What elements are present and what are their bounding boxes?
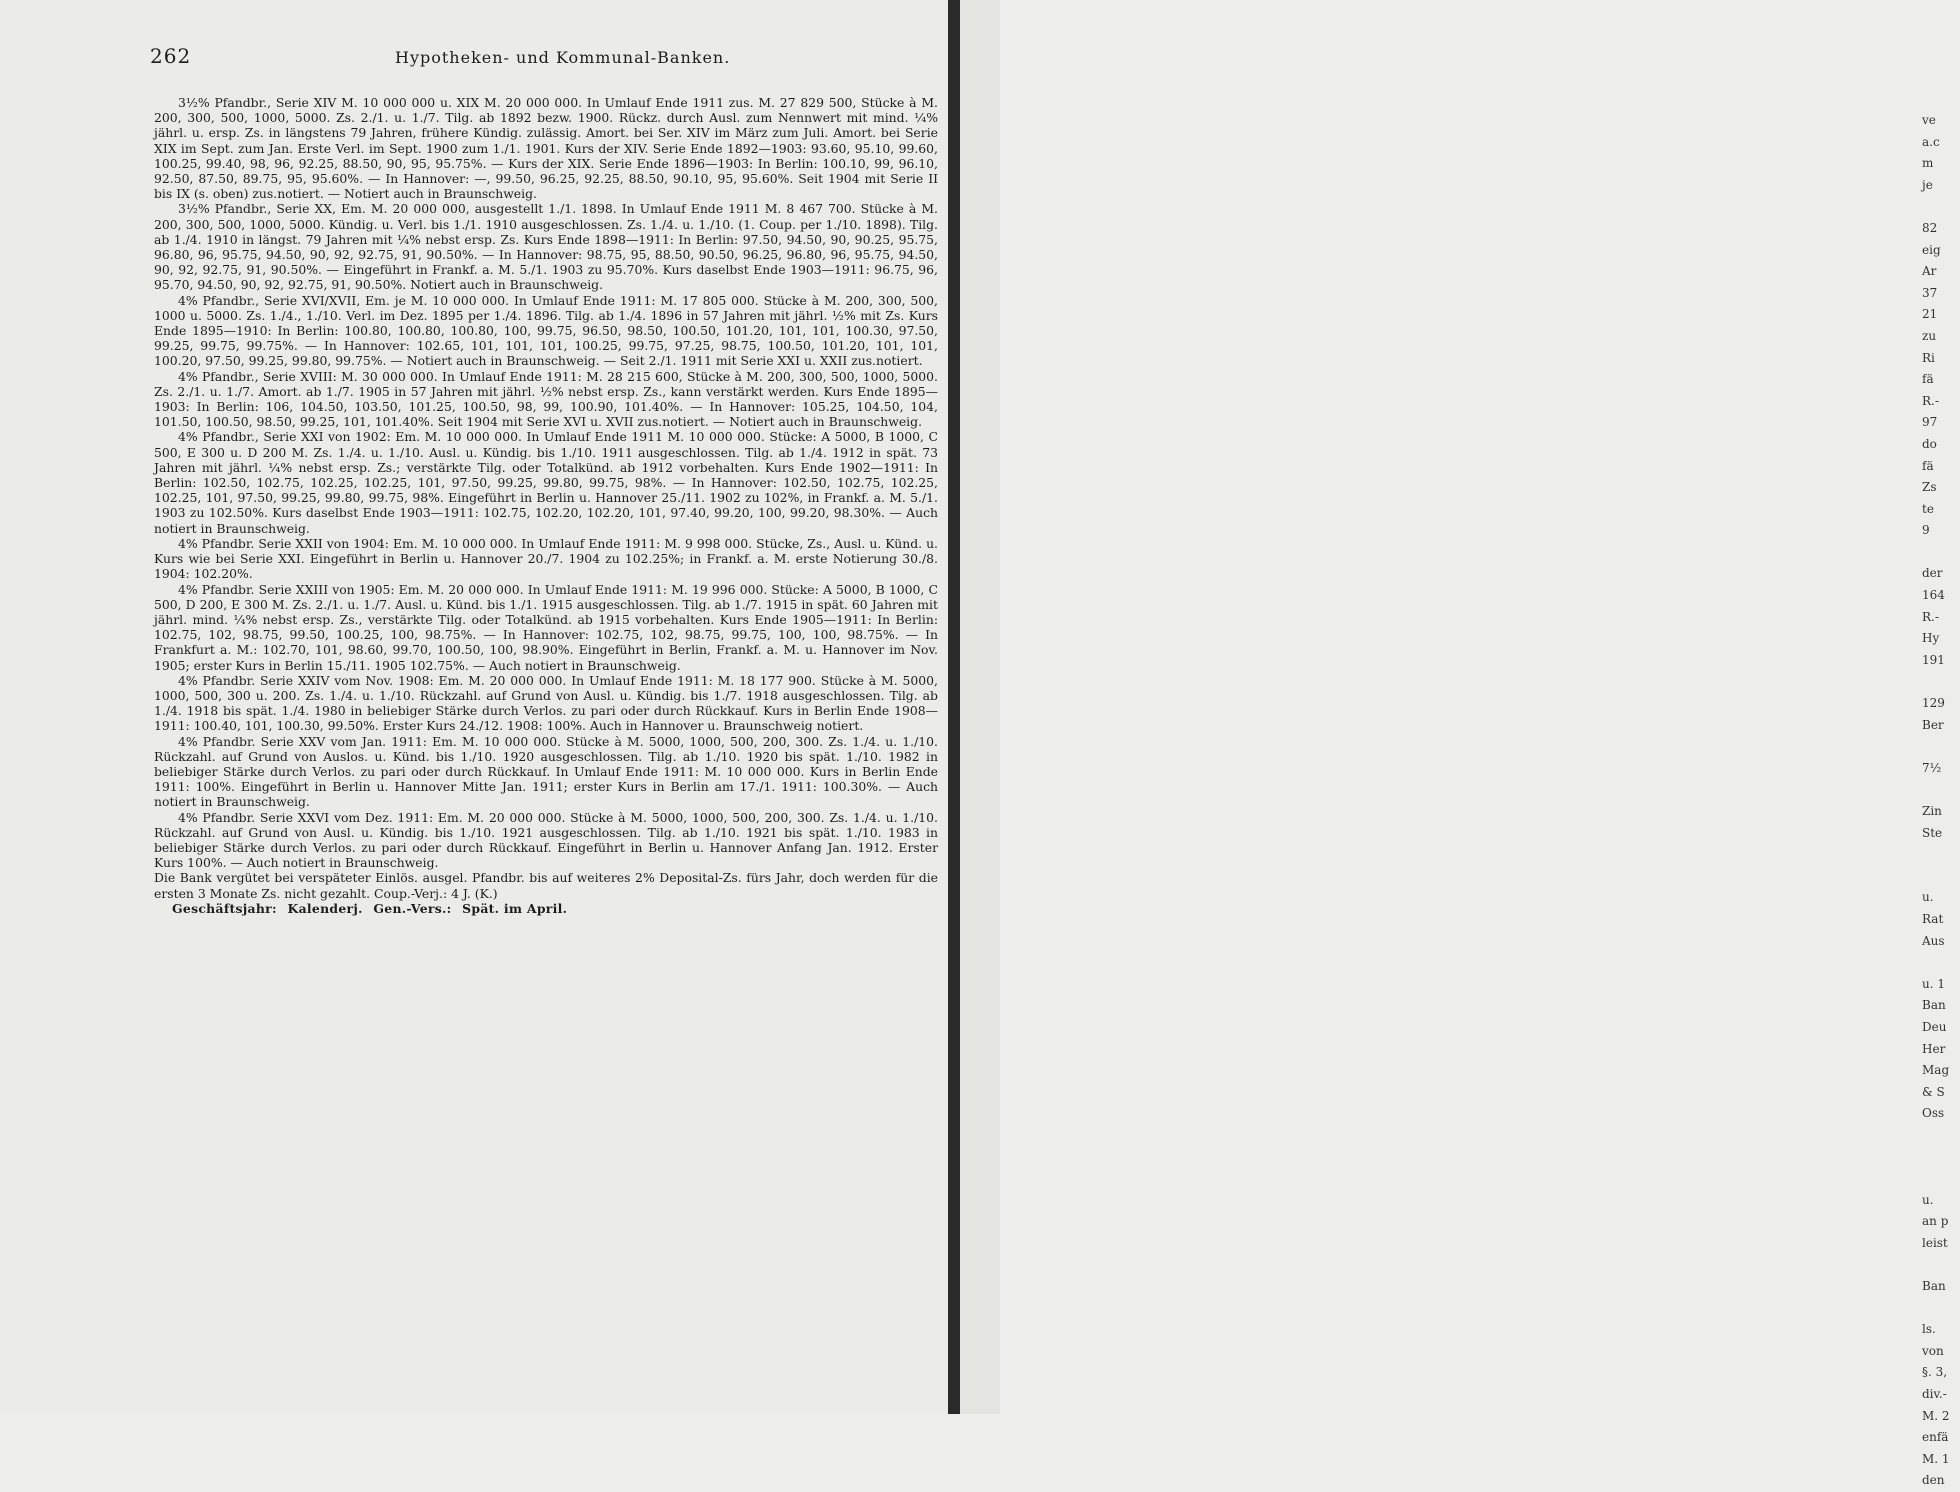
facing-page-fragment (1922, 542, 1960, 564)
facing-page-fragment: 191 (1922, 652, 1945, 667)
facing-page-fragment: 97 (1922, 415, 1938, 430)
facing-page-fragment: Ban (1922, 1279, 1946, 1294)
paragraph: 4% Pfandbr. Serie XXVI vom Dez. 1911: Em. M. 20 000 000. Stücke à M. 5000, 1000, 500, 200, 300. Zs. 1./4. u. 1./10. Rückzahl. auf Grund von Ausl. u. Kündig. bis 1./10. 1921 ausgeschlossen. Tilg. ab 1./10. 1921 bis spät. 1./10. 1983 in beliebiger Stärke durch Verlos. zu pari oder durch Rückkauf. Eingeführt in Berlin u. Hannover Anfang Jan. 1912. Erster Kurs 100%. — Auch notiert in Braunschweig. (154, 809, 938, 871)
facing-page-fragment: Deu (1922, 1019, 1947, 1034)
facing-page-fragment (1922, 1254, 1960, 1276)
facing-page-fragment: den (1922, 1473, 1945, 1488)
facing-page-fragment: m (1922, 156, 1934, 171)
facing-page-fragment: do (1922, 436, 1937, 451)
facing-page-fragment (1922, 671, 1960, 693)
paragraph: 4% Pfandbr. Serie XXIII von 1905: Em. M. 20 000 000. In Umlauf Ende 1911: M. 19 996 000. Stücke: A 5000, B 1000, C 500, D 200, E 300 M. Zs. 2./1. u. 1./7. Ausl. u. Künd. bis 1./1. 1915 ausgeschlossen. Tilg. ab 1./7. 1915 in spät. 60 Jahren mit jährl. mind. ¼% nebst ersp. Zs., verstärkte Tilg. oder Totalkünd. ab 1915 vorbehalten. Kurs Ende 1905—1911: In Berlin: 102.75, 102, 98.75, 99.50, 100.25, 100, 98.75%. — In Hannover: 102.75, 102, 98.75, 99.75, 100, 100, 98.75%. — In Frankfurt a. M.: 102.70, 101, 98.60, 99.70, 100.50, 100, 98.90%. Eingeführt in Berlin, Frankf. a. M. u. Hannover im Nov. 1905; erster Kurs in Berlin 15./11. 1905 102.75%. — Auch notiert in Braunschweig. (154, 581, 938, 673)
paragraph: 4% Pfandbr. Serie XXIV vom Nov. 1908: Em. M. 20 000 000. In Umlauf Ende 1911: M. 18 177 900. Stücke à M. 5000, 1000, 500, 300 u. 200. Zs. 1./4. u. 1./10. Rückzahl. auf Grund von Ausl. u. Kündig. bis 1./7. 1918 ausgeschlossen. Tilg. ab 1./4. 1918 bis spät. 1./4. 1980 in beliebiger Stärke durch Verlos. zu pari oder durch Rückkauf. Kurs in Berlin Ende 1908—1911: 100.40, 101, 100.30, 99.50%. Erster Kurs 24./12. 1908: 100%. Auch in Hannover u. Braunschweig notiert. (154, 672, 938, 734)
paragraph: 4% Pfandbr. Serie XXII von 1904: Em. M. 10 000 000. In Umlauf Ende 1911: M. 9 998 000. Stücke, Zs., Ausl. u. Künd. u. Kurs wie bei Serie XXI. Eingeführt in Berlin u. Hannover 20./7. 1904 zu 102.25%; in Frankf. a. M. erste Notierung 30./8. 1904: 102.20%. (154, 535, 938, 582)
facing-page-fragment: Ber (1922, 717, 1944, 732)
facing-page-fragment (1922, 844, 1960, 866)
facing-page-fragment (1922, 196, 1960, 218)
facing-page-fragment: der (1922, 566, 1943, 581)
facing-page-fragment: ve (1922, 113, 1936, 127)
facing-page-fragment: Ste (1922, 825, 1943, 840)
facing-page-fragment: ls. (1922, 1322, 1936, 1337)
facing-page-fragment: Zin (1922, 804, 1942, 818)
facing-page-fragment: fä (1922, 458, 1934, 473)
facing-page-fragment: M. 2 (1922, 1408, 1950, 1423)
facing-page-fragment: Rat (1922, 911, 1944, 926)
facing-page-fragment: te (1922, 501, 1934, 516)
facing-page-fragment: fä (1922, 372, 1934, 387)
facing-page-fragment (1922, 736, 1960, 758)
facing-page-fragment: u. (1922, 890, 1934, 905)
general-meeting-label: Gen.-Vers.: (373, 900, 452, 916)
facing-page-fragment: §. 3, (1922, 1365, 1948, 1380)
facing-page-fragments (1922, 110, 1960, 1492)
fiscal-year-label: Geschäftsjahr: (172, 900, 277, 916)
facing-page-fragment: Zs (1922, 480, 1937, 495)
paragraph: 4% Pfandbr., Serie XVIII: M. 30 000 000. In Umlauf Ende 1911: M. 28 215 600, Stücke à M. 200, 300, 500, 1000, 5000. Zs. 2./1. u. 1./7. Amort. ab 1./7. 1905 in 57 Jahren mit jährl. ½% nebst ersp. Zs., kann verstärkt werden. Kurs Ende 1895—1903: In Berlin: 106, 104.50, 103.50, 101.25, 100.50, 98, 99, 100.90, 101.40%. — In Hannover: 105.25, 104.50, 104, 101.50, 100.50, 98.50, 99.25, 101, 101.40%. Seit 1904 mit Serie XVI u. XVII zus.notiert. — Notiert auch in Braunschweig. (154, 368, 938, 430)
running-head: Hypotheken- und Kommunal-Banken. (395, 48, 731, 67)
facing-page-fragment: Oss (1922, 1106, 1945, 1121)
page-header (150, 44, 940, 74)
facing-page-fragment: leist (1922, 1235, 1948, 1250)
closing-paragraph: Die Bank vergütet bei verspäteter Einlös. ausgel. Pfandbr. bis auf weiteres 2% Deposital-Zs. fürs Jahr, doch werden für die ersten 3 Monate Zs. nicht gezahlt. Coup.-Verj.: 4 J. (K.) (154, 870, 938, 901)
facing-page-fragment (1922, 1298, 1960, 1320)
facing-page-fragment (1922, 1168, 1960, 1190)
facing-page-fragment: Ri (1922, 350, 1935, 365)
paragraph: 4% Pfandbr., Serie XXI von 1902: Em. M. 10 000 000. In Umlauf Ende 1911 M. 10 000 000. Stücke: A 5000, B 1000, C 500, E 300 u. D 200 M. Zs. 1./4. u. 1./10. Ausl. u. Kündig. bis 1./10. 1911 ausgeschlossen. Tilg. ab 1./4. 1912 in spät. 73 Jahren mit jährl. ¼% nebst ersp. Zs.; verstärkte Tilg. oder Totalkünd. ab 1912 vorbehalten. Kurs Ende 1902—1911: In Berlin: 102.50, 102.75, 102.25, 102.25, 101, 97.50, 99.25, 99.80, 99.75, 98%. — In Hannover: 102.50, 102.75, 102.25, 102.25, 101, 97.50, 99.25, 99.80, 99.75, 98%. Eingeführt in Berlin u. Hannover 25./11. 1902 zu 102%, in Frankf. a. M. 5./1. 1903 zu 102.50%. Kurs daselbst Ende 1903—1911: 102.75, 102.20, 102.20, 101, 97.40, 99.20, 100, 99.20, 98.30%. — Auch notiert in Braunschweig. (154, 429, 938, 536)
facing-page-fragment: a.c (1922, 134, 1940, 149)
facing-page-fragment: eig (1922, 242, 1941, 257)
facing-page-fragment: u. (1922, 1192, 1934, 1207)
book-page (0, 0, 948, 1414)
general-meeting-value: Spät. im April. (462, 900, 568, 916)
facing-page-fragment: R.- (1922, 609, 1939, 624)
facing-page-fragment: div.- (1922, 1387, 1947, 1402)
facing-page-fragment: 164 (1922, 588, 1945, 603)
facing-page-fragment (1922, 1147, 1960, 1169)
paragraph: 3½% Pfandbr., Serie XIV M. 10 000 000 u. XIX M. 20 000 000. In Umlauf Ende 1911 zus. M. 27 829 500, Stücke à M. 200, 300, 500, 1000, 5000. Zs. 2./1. u. 1./7. Tilg. ab 1892 bezw. 1900. Rückz. durch Ausl. zum Nennwert mit mind. ¼% jährl. u. ersp. Zs. in längstens 79 Jahren, frühere Kündig. zulässig. Amort. bei Ser. XIV im März zum Juli. Amort. bei Serie XIX im Sept. zum Jan. Erste Verl. im Sept. 1900 zum 1./1. 1901. Kurs der XIV. Serie Ende 1892—1903: 93.60, 95.10, 99.60, 100.25, 99.40, 98, 96, 92.25, 88.50, 90, 95, 95.75%. — Kurs der XIX. Serie Ende 1896—1903: In Berlin: 100.10, 99, 96.10, 92.50, 87.50, 89.75, 95, 95.60%. — In Hannover: —, 99.50, 96.25, 92.25, 88.50, 90.10, 95, 95.60%. Seit 1904 mit Serie II bis IX (s. oben) zus.notiert. — Notiert auch in Braunschweig. (154, 95, 938, 202)
facing-page-fragment: Hy (1922, 631, 1940, 646)
facing-page-fragment (1922, 1125, 1960, 1147)
facing-page-fragment: 7½ (1922, 760, 1942, 775)
fiscal-year-value: Kalenderj. (287, 900, 363, 916)
body-text (154, 95, 938, 916)
facing-page-fragment: 82 (1922, 220, 1938, 235)
facing-page-fragment: an p (1922, 1214, 1949, 1229)
facing-page-fragment: je (1922, 177, 1933, 192)
facing-page-fragment: 9 (1922, 523, 1930, 538)
facing-page-fragment: Aus (1922, 933, 1945, 948)
facing-page-fragment: R.- (1922, 393, 1939, 408)
facing-page-fragment: Ban (1922, 998, 1946, 1013)
paragraph: 4% Pfandbr. Serie XXV vom Jan. 1911: Em. M. 10 000 000. Stücke à M. 5000, 1000, 500, 200, 300. Zs. 1./4. u. 1./10. Rückzahl. auf Grund von Auslos. u. Künd. bis 1./10. 1920 ausgeschlossen. Tilg. ab 1./10. 1920 bis spät. 1./10. 1982 in beliebiger Stärke durch Verlos. zu pari oder durch Rückkauf. In Umlauf Ende 1911: M. 10 000 000. Kurs in Berlin Ende 1911: 100%. Eingeführt in Berlin u. Hannover Mitte Jan. 1911; erster Kurs in Berlin am 17./1. 1911: 100.30%. — Auch notiert in Braunschweig. (154, 733, 938, 810)
facing-page-fragment: u. 1 (1922, 976, 1945, 991)
facing-page-fragment (1922, 779, 1960, 801)
facing-page-fragment: Ar (1922, 264, 1937, 279)
paragraph: 4% Pfandbr., Serie XVI/XVII, Em. je M. 10 000 000. In Umlauf Ende 1911: M. 17 805 000. Stücke à M. 200, 300, 500, 1000 u. 5000. Zs. 1./4., 1./10. Verl. im Dez. 1895 per 1./4. 1896. Tilg. ab 1./4. 1896 in 57 Jahren mit jährl. ½% mit Zs. Kurs Ende 1895—1910: In Berlin: 100.80, 100.80, 100.80, 100, 99.75, 96.50, 98.50, 100.50, 101.20, 101, 101, 100.30, 97.50, 99.25, 99.75, 99.75%. — In Hannover: 102.65, 101, 101, 101, 100.25, 99.75, 97.25, 98.75, 100.50, 101.20, 101, 101, 100.20, 97.50, 99.25, 99.80, 99.75%. — Notiert auch in Braunschweig. — Seit 2./1. 1911 mit Serie XXI u. XXII zus.notiert. (154, 292, 938, 369)
fiscal-info-line (154, 901, 938, 916)
facing-page-fragment: von (1922, 1343, 1944, 1358)
page-number: 262 (150, 44, 192, 68)
facing-page-fragment: enfä (1922, 1430, 1949, 1445)
facing-page-fragment: M. 1 (1922, 1451, 1950, 1466)
facing-page-fragment: zu (1922, 328, 1937, 343)
facing-page-fragment (1922, 866, 1960, 888)
facing-page-fragment: 37 (1922, 285, 1938, 300)
facing-page-fragment: 21 (1922, 307, 1938, 322)
paragraph: 3½% Pfandbr., Serie XX, Em. M. 20 000 000, ausgestellt 1./1. 1898. In Umlauf Ende 1911 M. 8 467 700. Stücke à M. 200, 300, 500, 1000, 5000. Kündig. u. Verl. bis 1./1. 1910 ausgeschlossen. Zs. 1./4. u. 1./10. (1. Coup. per 1./10. 1898). Tilg. ab 1./4. 1910 in längst. 79 Jahren mit ¼% nebst ersp. Zs. Kurs Ende 1898—1911: In Berlin: 97.50, 94.50, 90, 90.25, 95.75, 96.80, 96, 95.75, 94.50, 90, 92, 92.75, 91, 90.50%. — In Hannover: 98.75, 95, 88.50, 90.50, 96.25, 96.80, 96, 95.75, 94.50, 90, 92, 92.75, 91, 90.50%. — Eingeführt in Frankf. a. M. 5./1. 1903 zu 95.70%. Kurs daselbst Ende 1903—1911: 96.75, 96, 95.70, 94.50, 90, 92, 92.75, 91, 90.50%. Notiert auch in Braunschweig. (154, 201, 938, 293)
book-gutter (948, 0, 960, 1414)
facing-page-fragment (1922, 952, 1960, 974)
facing-page-fragment: 129 (1922, 696, 1945, 711)
facing-page-fragment: Mag (1922, 1063, 1950, 1078)
facing-page-fragment: Her (1922, 1041, 1946, 1056)
facing-page-fragment: & S (1922, 1084, 1945, 1099)
facing-page-edge (960, 0, 1950, 1488)
